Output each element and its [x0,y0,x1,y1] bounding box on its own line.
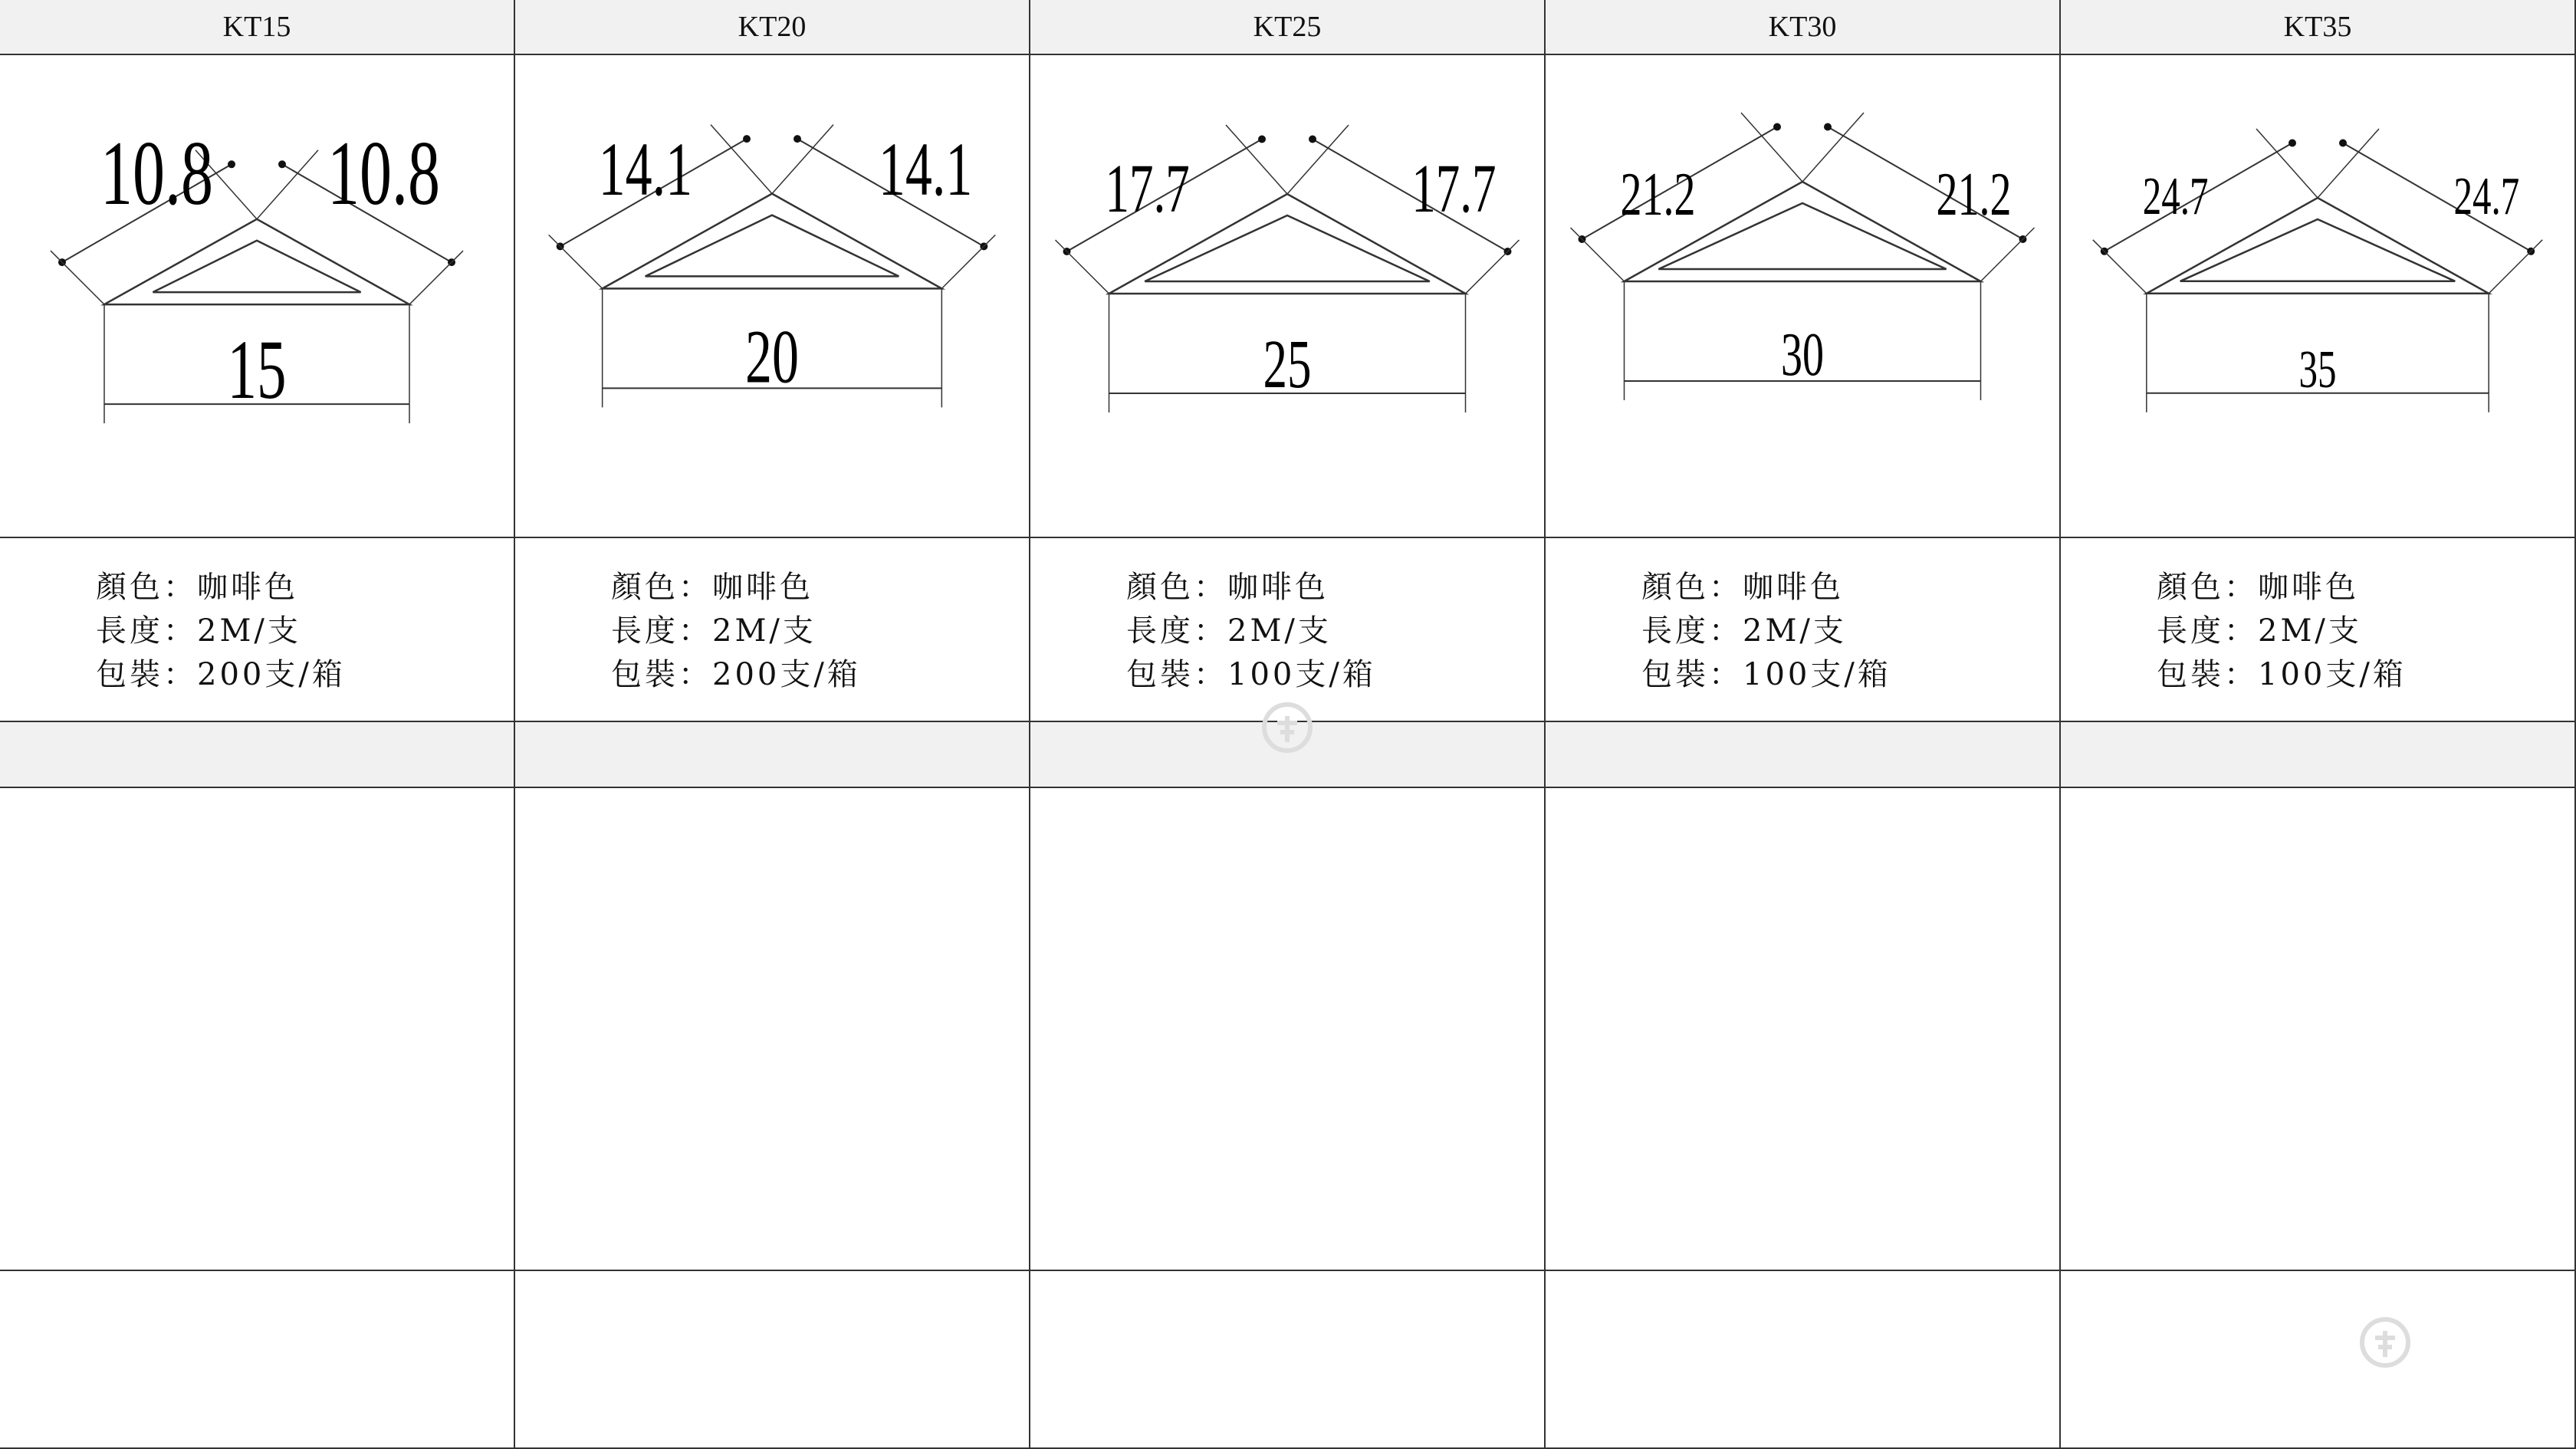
product-spec-block [1030,538,1546,722]
side-dimension-label-right: 21.2 [1936,159,2012,228]
side-dimension-label-right: 17.7 [1411,150,1497,227]
triangle-profile-drawing [0,55,515,538]
watermark-logo-icon [1257,698,1317,757]
blank-cell [0,788,515,1271]
dimension-arrowhead [1258,136,1266,143]
profile-svg [515,55,1029,537]
profile-svg [2061,55,2574,537]
dimension-arrowhead [743,135,751,143]
product-spec-block [2061,538,2576,722]
spec-color: 顏色：咖啡色 [1126,570,1329,605]
blank-cell [2061,1271,2576,1449]
product-code-header: KT35 [2061,0,2576,55]
watermark-logo-icon [2355,1313,2415,1372]
product-code-header: KT25 [1030,0,1546,55]
blank-header-cell [2061,722,2576,788]
blank-header-cell [1546,722,2061,788]
blank-cell [2061,788,2576,1271]
base-dimension-label: 35 [2298,340,2337,400]
blank-cell [1546,1271,2061,1449]
spec-pack: 包裝：200支/箱 [611,657,861,692]
spec-length: 長度：2M/支 [1126,613,1332,649]
side-dimension-label-left: 24.7 [2142,166,2209,227]
product-spec-block [0,538,515,722]
blank-cell [1546,788,2061,1271]
spec-length: 長度：2M/支 [1641,613,1847,649]
blank-cell [0,1271,515,1449]
side-dimension-label-left: 14.1 [598,126,693,212]
product-code-header: KT20 [515,0,1030,55]
side-dimension-label-right: 10.8 [327,123,441,225]
dimension-arrowhead [1309,136,1316,143]
dimension-arrowhead [278,160,286,168]
dimension-arrowhead [2288,140,2296,147]
side-dimension-label-left: 21.2 [1620,159,1696,228]
dimension-arrowhead [1773,123,1781,131]
blank-cell [515,788,1030,1271]
triangle-inner-edge [2180,219,2456,281]
blank-header-cell [515,722,1030,788]
triangle-inner-edge [1658,203,1946,269]
spec-pack: 包裝：100支/箱 [1641,657,1891,692]
spec-length: 長度：2M/支 [2157,613,2362,649]
triangle-inner-edge [646,215,899,277]
spec-color: 顏色：咖啡色 [2157,570,2359,605]
product-spec-block [1546,538,2061,722]
product-code-header: KT30 [1546,0,2061,55]
dimension-arrowhead [1824,123,1832,131]
side-dimension-label-right: 14.1 [878,126,973,212]
product-spec-block [515,538,1030,722]
triangle-profile-drawing [2061,55,2576,538]
side-dimension-label-left: 17.7 [1105,150,1190,227]
triangle-profile-drawing [1546,55,2061,538]
spec-color: 顏色：咖啡色 [611,570,813,605]
dimension-arrowhead [794,135,801,143]
profile-svg [1546,55,2059,537]
blank-cell [1030,788,1546,1271]
spec-pack: 包裝：200支/箱 [96,657,346,692]
triangle-profile-drawing [1030,55,1546,538]
triangle-inner-edge [153,241,360,292]
spec-pack: 包裝：100支/箱 [1126,657,1376,692]
spec-length: 長度：2M/支 [611,613,816,649]
dimension-arrowhead [228,160,235,168]
spec-pack: 包裝：100支/箱 [2157,657,2407,692]
side-dimension-label-left: 10.8 [100,123,213,225]
dimension-arrowhead [2339,140,2347,147]
base-dimension-label: 20 [745,314,799,399]
triangle-profile-drawing [515,55,1030,538]
spec-color: 顏色：咖啡色 [96,570,298,605]
profile-svg [0,55,514,537]
side-dimension-label-right: 24.7 [2453,166,2520,227]
blank-cell [1030,1271,1546,1449]
spec-color: 顏色：咖啡色 [1641,570,1844,605]
spec-length: 長度：2M/支 [96,613,301,649]
blank-cell [515,1271,1030,1449]
base-dimension-label: 15 [227,322,287,417]
blank-header-cell [0,722,515,788]
base-dimension-label: 30 [1781,320,1824,389]
profile-svg [1030,55,1544,537]
base-dimension-label: 25 [1263,326,1312,402]
product-code-header: KT15 [0,0,515,55]
